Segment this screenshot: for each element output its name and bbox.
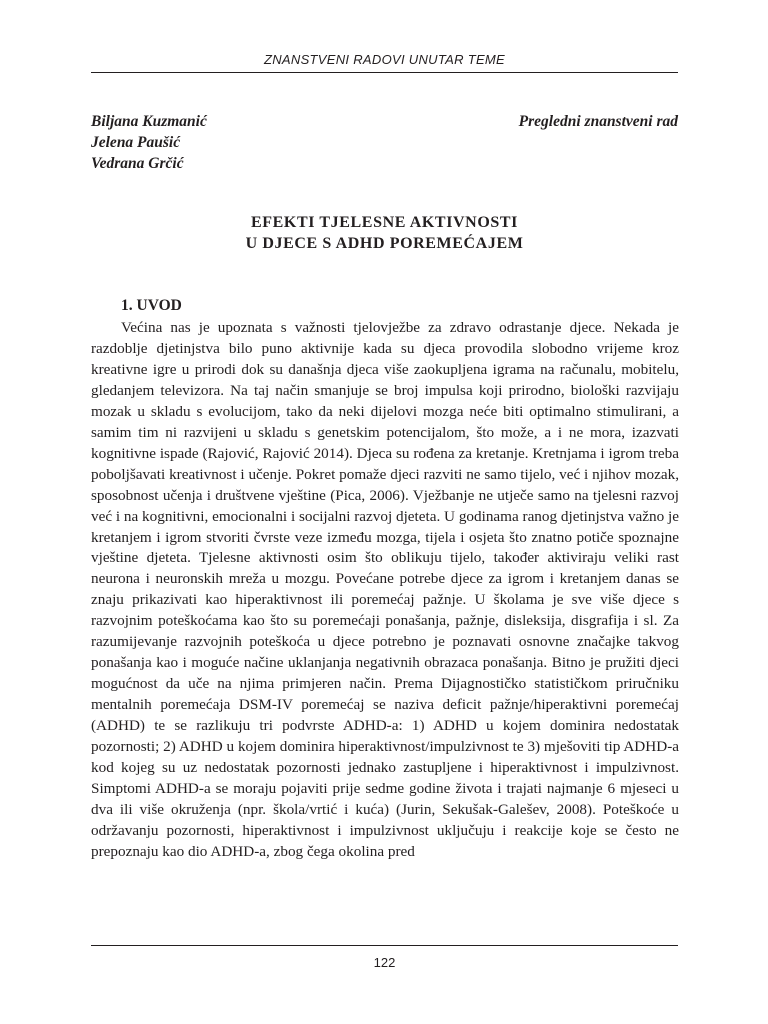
page-number: 122: [373, 955, 396, 970]
article-title-line: U DJECE S ADHD POREMEĆAJEM: [245, 235, 524, 252]
section-heading: 1. UVOD: [121, 297, 182, 314]
author-name: Vedrana Grčić: [91, 155, 184, 172]
header-divider: [91, 72, 678, 73]
running-header: ZNANSTVENI RADOVI UNUTAR TEME: [263, 52, 506, 67]
author-name: Biljana Kuzmanić: [91, 113, 207, 130]
body-paragraph: Većina nas je upoznata s važnosti tjelovježbe za zdravo odrastanje djece. Nekada je razdoblje djetinjstva bilo puno aktivnije kada su djeca provodila slobodno vrijeme kroz kreativne igre u prirodi dok su današnja djeca više zaokupljena igrama na računalu, mobitelu, gledanjem televizora. Na taj način smanjuje se broj impulsa koji prirodno, biološki razvijaju mozak u skladu s evolucijom, tako da neki dijelovi mozga neće biti optimalno stimulirani, a samim tim ni razvijeni u skladu s genetskim potencijalom, što može, a i ne mora, izazvati kognitivne ispade (Rajović, Rajović 2014). Djeca su rođena za kretanje. Kretnjama i igrom treba poboljšavati kreativnost i učenje. Pokret pomaže djeci razviti ne samo tijelo, već i njihov mozak, sposobnost učenja i društvene vještine (Pica, 2006). Vježbanje ne utječe samo na tjelesni razvoj već i na kognitivni, emocionalni i socijalni razvoj djeteta. U godinama ranog djetinjstva važno je kretanjem i igrom stvoriti čvrste veze između mozga, tijela i osjeta što znatno potiče spoznajne vještine djeteta. Tjelesne aktivnosti osim što oblikuju tijelo, također aktiviraju veliki rast neurona i neuronskih mreža u mozgu. Povećane potrebe djece za igrom i kretanjem danas se znaju prikazivati kao hiperaktivnost ili poremećaj pažnje. U školama je sve više djece s razvojnim poteškoćama kao što su poremećaji ponašanja, pažnje, disleksija, disgrafija i sl. Za razumijevanje razvojnih poteškoća u djece potrebno je poznavati osnovne značajke takvog ponašanja kao i moguće načine uklanjanja negativnih obrazaca ponašanja. Bitno je pružiti djeci mogućnost da uče na njima primjeren način. Prema Dijagnostičko statističkom priručniku mentalnih poremećaja DSM-IV poremećaj se naziva deficit pažnje/hiperaktivni poremećaj (ADHD) te se razlikuju tri podvrste ADHD-a: 1) ADHD u kojem dominira nedostatak pozornosti; 2) ADHD u kojem dominira hiperaktivnost/impulzivnost te 3) mješoviti tip ADHD-a kod kojeg su uz nedostatak pozornosti jednako zastupljene i hiperaktivnost i impulzivnost. Simptomi ADHD-a se moraju pojaviti prije sedme godine života i trajati najmanje 6 mjeseci u dva ili više okruženja (npr. škola/vrtić i kuća) (Jurin, Sekušak-Galešev, 2008). Poteškoće u održavanju pozornosti, hiperaktivnost i impulzivnost uključuju i reakcije koje se često ne prepoznaju kao dio ADHD-a, zbog čega okolina pred: [91, 319, 679, 860]
author-list: [91, 111, 207, 174]
paper-type-label: Pregledni znanstveni rad: [518, 113, 678, 130]
footer-divider: [91, 945, 678, 946]
article-title-line: EFEKTI TJELESNE AKTIVNOSTI: [251, 214, 518, 231]
author-name: Jelena Paušić: [91, 134, 181, 151]
article-title: [91, 212, 678, 254]
